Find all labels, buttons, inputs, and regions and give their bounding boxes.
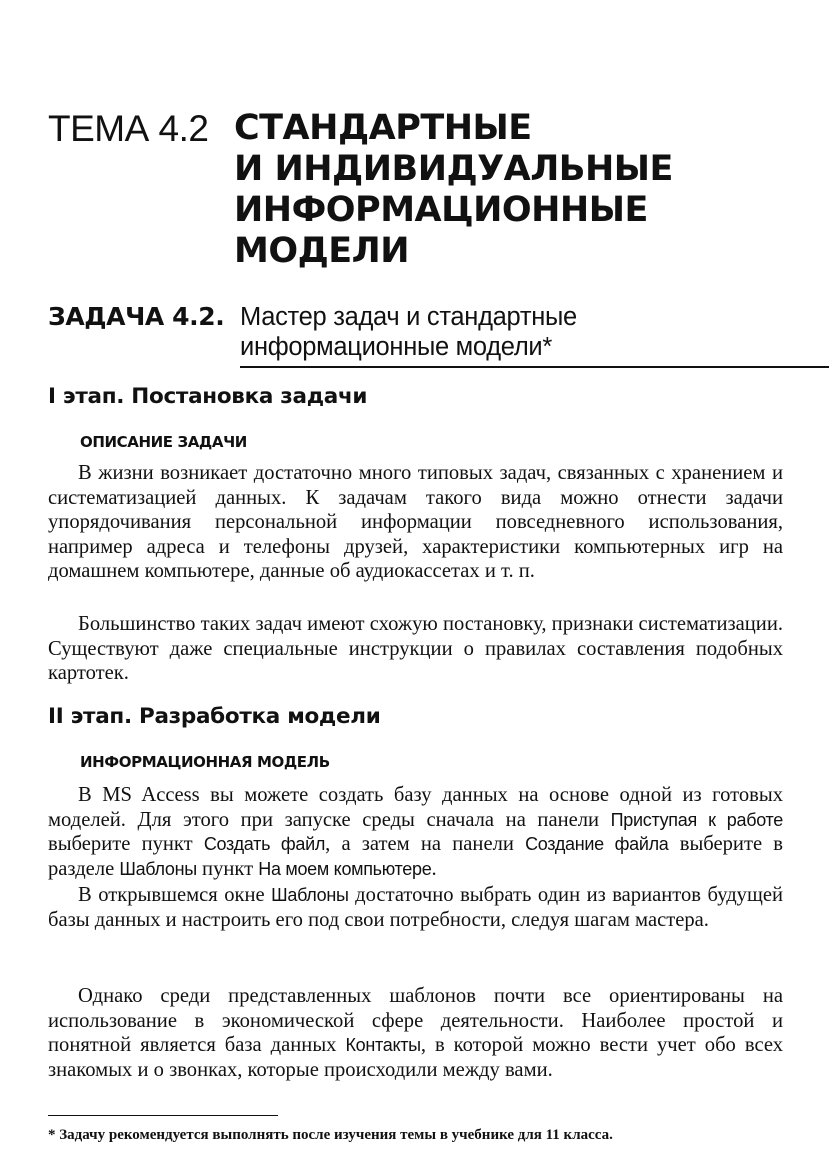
ui-term: Шаблоны — [119, 858, 197, 879]
text-run: достаточно выбрать один из вариантов будущей базы данных и настроить его под свои потребности, следуя шагам мастера. — [48, 884, 783, 931]
task-title-line: информационные модели* — [240, 333, 552, 361]
task-title-line: Мастер задач и стандартные — [240, 303, 577, 331]
stage2-paragraph-1 — [48, 783, 783, 881]
theme-title-line: ИНФОРМАЦИОННЫЕ — [234, 190, 648, 230]
theme-title-line: МОДЕЛИ — [234, 231, 410, 271]
stage1-heading: I этап. Постановка задачи — [48, 384, 368, 409]
stage2-paragraph-2 — [48, 883, 783, 932]
task-divider — [240, 366, 829, 368]
theme-number: ТЕМА 4.2 — [48, 108, 209, 149]
theme-title-line: СТАНДАРТНЫЕ — [234, 108, 532, 148]
theme-title — [234, 108, 673, 272]
stage1-paragraph-1: В жизни возникает достаточно много типовых задач, связанных с хранением и систематизацией данных. К задачам такого вида можно отнести задачи упорядочивания персональной информации повседневного использования, например адреса и телефоны друзей, характеристики компьютерных игр на домашнем компьютере, данные об аудиокассетах и т. п. — [48, 462, 783, 583]
text-run: В открывшемся окне — [78, 884, 272, 906]
ui-term: Создать файл — [203, 834, 326, 855]
text-run: , в которой можно вести учет обо всех знакомых и о звонках, которые происходили между вами. — [48, 1034, 784, 1081]
text-run: Однако среди представленных шаблонов почти все ориентированы на использование в экономической сфере деятельности. Наиболее простой и понятной является база данных — [48, 985, 783, 1057]
text-run: . — [431, 857, 437, 880]
text-run: выберите пункт — [48, 833, 204, 856]
stage2-heading: II этап. Разработка модели — [48, 704, 381, 729]
ui-term: Приступая к работе — [610, 809, 783, 830]
stage1-subheading: ОПИСАНИЕ ЗАДАЧИ — [80, 433, 247, 451]
text-run: пункт — [196, 857, 259, 880]
theme-title-line: И ИНДИВИДУАЛЬНЫЕ — [234, 149, 673, 189]
stage2-subheading: ИНФОРМАЦИОННАЯ МОДЕЛЬ — [80, 753, 330, 771]
footnote-divider — [48, 1115, 278, 1116]
task-number: ЗАДАЧА 4.2. — [48, 302, 225, 331]
ui-term: Создание файла — [525, 834, 669, 855]
ui-term: Контакты — [345, 1035, 421, 1056]
stage1-paragraph-2: Большинство таких задач имеют схожую постановку, признаки систематизации. Существуют даже специальные инструкции о правилах составления подобных картотек. — [48, 613, 783, 685]
ui-term: Шаблоны — [271, 885, 349, 905]
task-title — [240, 302, 577, 362]
text-run: В MS Access вы можете создать базу данных на основе одной из готовых моделей. Для этого при запуске среды сначала на панели — [48, 784, 783, 831]
footnote: * Задачу рекомендуется выполнять после изучения темы в учебнике для 11 класса. — [48, 1127, 613, 1143]
text-run: выберите в разделе — [48, 833, 784, 880]
ui-term: На моем компьютере — [258, 858, 432, 879]
text-run: , а затем на панели — [325, 833, 526, 856]
stage2-paragraph-3 — [48, 984, 783, 1082]
